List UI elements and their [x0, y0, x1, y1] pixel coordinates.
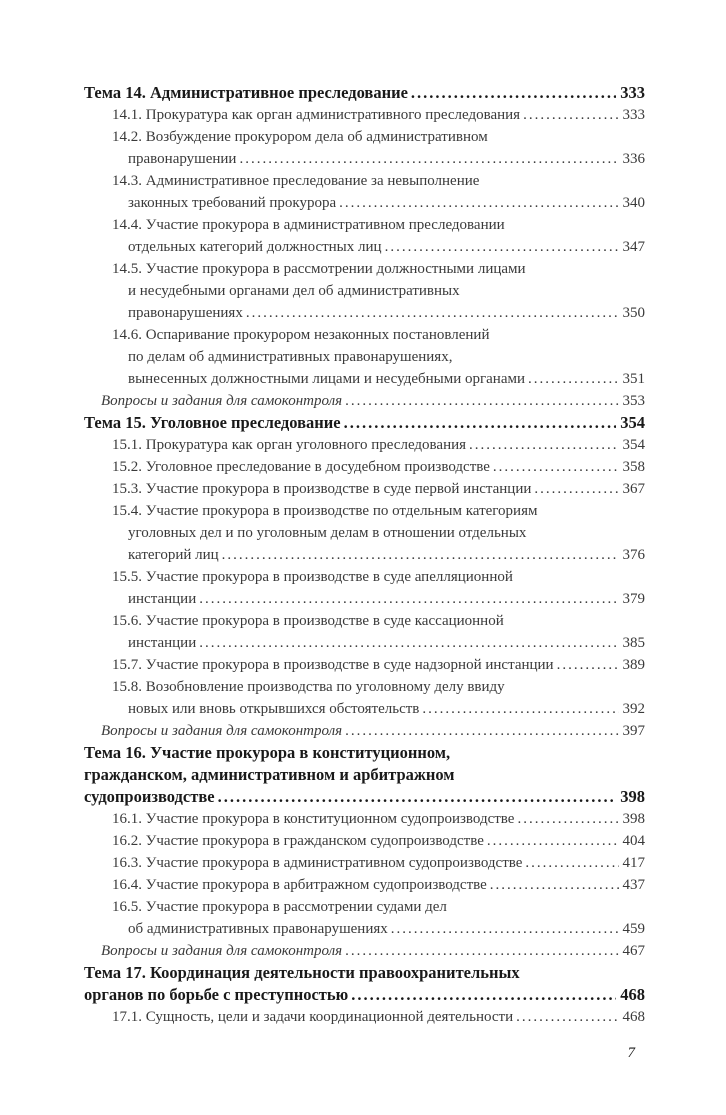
- toc-entry-text: 15.2. Уголовное преследование в досудебном производстве: [112, 459, 490, 475]
- toc-line: [84, 676, 645, 698]
- toc-page-number: 340: [622, 195, 645, 211]
- toc-page-number: 358: [622, 459, 645, 475]
- toc-line: [84, 786, 645, 808]
- dot-leader: [391, 918, 619, 940]
- toc-entry-text: 14.4. Участие прокурора в административном преследовании: [112, 217, 505, 233]
- dot-leader: [557, 654, 619, 676]
- dot-leader: [517, 808, 618, 830]
- dot-leader: [246, 302, 619, 324]
- toc-entry-text: 14.1. Прокуратура как орган административного преследования: [112, 107, 521, 123]
- dot-leader: [199, 632, 618, 654]
- dot-leader: [339, 192, 618, 214]
- dot-leader: [493, 456, 619, 478]
- toc-line: [84, 940, 645, 962]
- toc-entry-text: 15.4. Участие прокурора в производстве по отдельным категориям: [112, 503, 538, 519]
- toc-line: [84, 588, 645, 610]
- toc-line: [84, 874, 645, 896]
- dot-leader: [222, 544, 619, 566]
- toc-line: [84, 104, 645, 126]
- toc-entry-text: 14.5. Участие прокурора в рассмотрении должностными лицами: [112, 261, 526, 277]
- toc-entry-text: гражданском, административном и арбитражном: [84, 765, 455, 784]
- toc-line: [84, 412, 645, 434]
- toc-line: [84, 566, 645, 588]
- dot-leader: [523, 104, 618, 126]
- toc-line: [84, 808, 645, 830]
- toc-page-number: 389: [622, 657, 645, 673]
- toc-entry-text: 15.1. Прокуратура как орган уголовного преследования: [112, 437, 467, 453]
- dot-leader: [344, 412, 617, 434]
- toc-entry-text: 16.4. Участие прокурора в арбитражном судопроизводстве: [112, 877, 487, 893]
- toc-entry-text: 15.3. Участие прокурора в производстве в суде первой инстанции: [112, 481, 532, 497]
- toc-page-number: 347: [622, 239, 645, 255]
- dot-leader: [345, 720, 618, 742]
- toc-line: [84, 632, 645, 654]
- toc-line: [84, 324, 645, 346]
- dot-leader: [345, 940, 618, 962]
- toc-line: [84, 852, 645, 874]
- toc-page-number: 459: [622, 921, 645, 937]
- dot-leader: [351, 984, 616, 1006]
- toc-entry-text: 17.1. Сущность, цели и задачи координационной деятельности: [112, 1009, 514, 1025]
- toc-line: [84, 478, 645, 500]
- toc-page-number: 333: [622, 107, 645, 123]
- toc-entry-text: инстанции: [128, 635, 197, 651]
- toc-line: [84, 720, 645, 742]
- toc-line: [84, 390, 645, 412]
- dot-leader: [218, 786, 617, 808]
- toc-entry-text: Тема 15. Уголовное преследование: [84, 413, 341, 432]
- toc-line: [84, 170, 645, 192]
- toc-entry-text: Тема 14. Административное преследование: [84, 83, 408, 102]
- toc-entry-text: 14.6. Оспаривание прокурором незаконных постановлений: [112, 327, 490, 343]
- toc-entry-text: 15.6. Участие прокурора в производстве в суде кассационной: [112, 613, 504, 629]
- toc-page-number: 333: [620, 83, 645, 102]
- toc-entry-text: вынесенных должностными лицами и несудебными органами: [128, 371, 526, 387]
- toc-page-number: 351: [622, 371, 645, 387]
- dot-leader: [528, 368, 618, 390]
- dot-leader: [199, 588, 618, 610]
- toc-line: [84, 962, 645, 984]
- toc-entry-text: об административных правонарушениях: [128, 921, 388, 937]
- toc-entry-text: правонарушении: [128, 151, 237, 167]
- toc-entry-text: отдельных категорий должностных лиц: [128, 239, 382, 255]
- toc-page-number: 354: [620, 413, 645, 432]
- table-of-contents: [84, 82, 645, 1028]
- dot-leader: [422, 698, 618, 720]
- toc-page-number: 336: [622, 151, 645, 167]
- toc-line: [84, 434, 645, 456]
- toc-line: [84, 698, 645, 720]
- toc-entry-text: Вопросы и задания для самоконтроля: [101, 943, 343, 959]
- toc-page-number: 437: [622, 877, 645, 893]
- toc-entry-text: 15.5. Участие прокурора в производстве в суде апелляционной: [112, 569, 513, 585]
- toc-page-number: 398: [622, 811, 645, 827]
- toc-line: [84, 1006, 645, 1028]
- toc-entry-text: Тема 16. Участие прокурора в конституционном,: [84, 743, 451, 762]
- toc-entry-text: уголовных дел и по уголовным делам в отношении отдельных: [128, 525, 527, 541]
- toc-line: [84, 918, 645, 940]
- toc-line: [84, 522, 645, 544]
- toc-entry-text: судопроизводстве: [84, 787, 215, 806]
- dot-leader: [345, 390, 618, 412]
- toc-entry-text: 16.1. Участие прокурора в конституционном судопроизводстве: [112, 811, 515, 827]
- toc-page-number: 468: [622, 1009, 645, 1025]
- toc-page-number: 392: [622, 701, 645, 717]
- toc-page-number: 350: [622, 305, 645, 321]
- page-number: 7: [627, 1045, 635, 1061]
- toc-page-number: 379: [622, 591, 645, 607]
- toc-line: [84, 610, 645, 632]
- toc-line: [84, 82, 645, 104]
- toc-line: [84, 456, 645, 478]
- toc-entry-text: 14.3. Административное преследование за невыполнение: [112, 173, 480, 189]
- toc-entry-text: инстанции: [128, 591, 197, 607]
- toc-entry-text: 16.3. Участие прокурора в административном судопроизводстве: [112, 855, 523, 871]
- dot-leader: [534, 478, 618, 500]
- dot-leader: [525, 852, 618, 874]
- toc-entry-text: Вопросы и задания для самоконтроля: [101, 723, 343, 739]
- toc-entry-text: Вопросы и задания для самоконтроля: [101, 393, 343, 409]
- toc-line: [84, 346, 645, 368]
- toc-entry-text: 15.8. Возобновление производства по уголовному делу ввиду: [112, 679, 505, 695]
- dot-leader: [487, 830, 619, 852]
- toc-line: [84, 764, 645, 786]
- dot-leader: [385, 236, 619, 258]
- toc-line: [84, 544, 645, 566]
- dot-leader: [239, 148, 618, 170]
- toc-line: [84, 830, 645, 852]
- toc-entry-text: и несудебными органами дел об административных: [128, 283, 460, 299]
- toc-line: [84, 192, 645, 214]
- toc-line: [84, 742, 645, 764]
- toc-page-number: 376: [622, 547, 645, 563]
- toc-page-number: 398: [620, 787, 645, 806]
- toc-entry-text: законных требований прокурора: [128, 195, 337, 211]
- dot-leader: [469, 434, 618, 456]
- toc-line: [84, 500, 645, 522]
- toc-entry-text: 15.7. Участие прокурора в производстве в суде надзорной инстанции: [112, 657, 554, 673]
- toc-line: [84, 214, 645, 236]
- toc-page-number: 417: [622, 855, 645, 871]
- toc-line: [84, 280, 645, 302]
- toc-page-number: 354: [622, 437, 645, 453]
- toc-entry-text: категорий лиц: [128, 547, 219, 563]
- toc-line: [84, 302, 645, 324]
- toc-line: [84, 654, 645, 676]
- toc-entry-text: новых или вновь открывшихся обстоятельств: [128, 701, 420, 717]
- toc-entry-text: 16.2. Участие прокурора в гражданском судопроизводстве: [112, 833, 484, 849]
- toc-page-number: 468: [620, 985, 645, 1004]
- toc-page-number: 353: [622, 393, 645, 409]
- toc-page-number: 397: [622, 723, 645, 739]
- toc-page-number: 467: [622, 943, 645, 959]
- toc-page-number: 367: [622, 481, 645, 497]
- toc-entry-text: правонарушениях: [128, 305, 243, 321]
- toc-line: [84, 368, 645, 390]
- toc-line: [84, 984, 645, 1006]
- dot-leader: [490, 874, 619, 896]
- toc-line: [84, 148, 645, 170]
- dot-leader: [411, 82, 616, 104]
- toc-line: [84, 258, 645, 280]
- dot-leader: [516, 1006, 618, 1028]
- toc-line: [84, 896, 645, 918]
- toc-entry-text: Тема 17. Координация деятельности правоохранительных: [84, 963, 520, 982]
- toc-entry-text: по делам об административных правонарушениях,: [128, 349, 453, 365]
- toc-page-number: 404: [622, 833, 645, 849]
- toc-entry-text: 16.5. Участие прокурора в рассмотрении судами дел: [112, 899, 447, 915]
- toc-page-number: 385: [622, 635, 645, 651]
- toc-line: [84, 126, 645, 148]
- toc-entry-text: органов по борьбе с преступностью: [84, 985, 349, 1004]
- toc-entry-text: 14.2. Возбуждение прокурором дела об административном: [112, 129, 488, 145]
- toc-line: [84, 236, 645, 258]
